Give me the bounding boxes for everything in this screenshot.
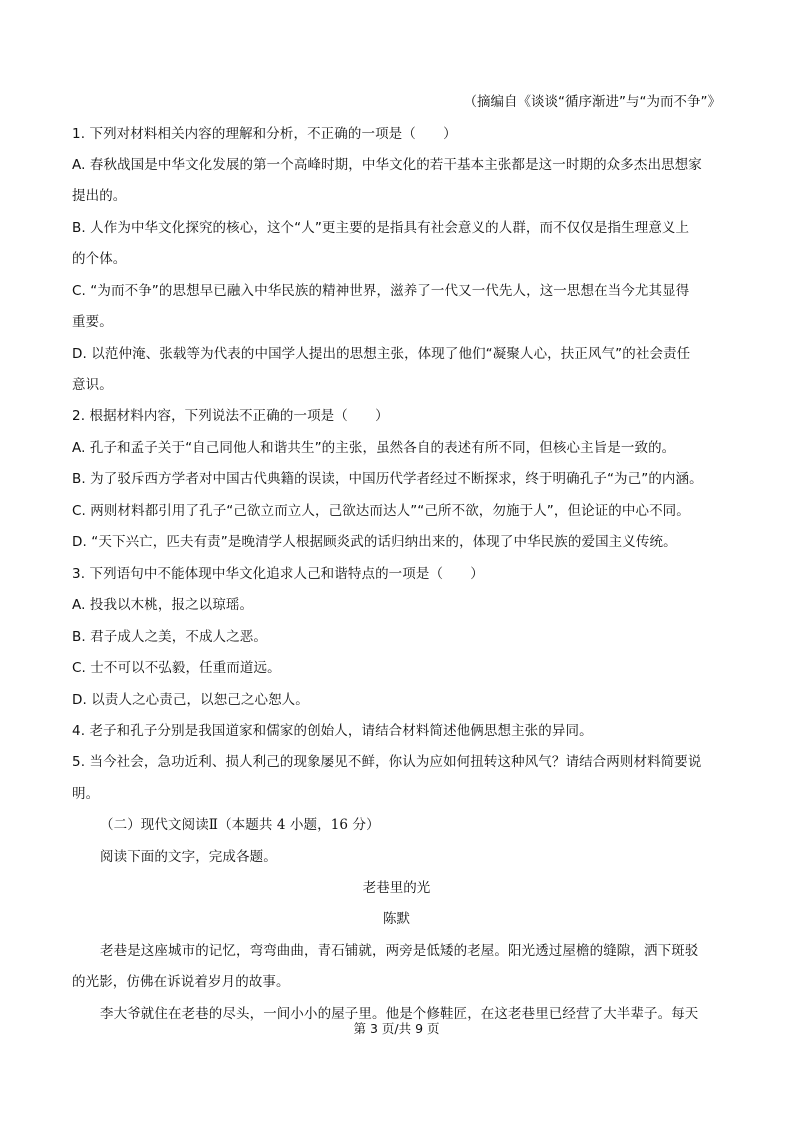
question-2-option-a: A. 孔子和孟子关于“自己同他人和谐共生”的主张，虽然各自的表述有所不同，但核心主旨是一致的。 [72, 440, 676, 456]
story-title: 老巷里的光 [362, 880, 431, 896]
reading-instruction: 阅读下面的文字，完成各题。 [100, 849, 277, 865]
question-2-option-b: B. 为了驳斥西方学者对中国古代典籍的误读，中国历代学者经过不断探求，终于明确孔子“为己”的内涵。 [72, 471, 703, 487]
question-1-option-a-cont: 提出的。 [72, 188, 127, 204]
question-5-cont: 明。 [72, 786, 100, 802]
question-5: 5. 当今社会，急功近利、损人利己的现象屡见不鲜，你认为应如何扭转这种风气？请结合两则材料简要说 [72, 754, 702, 770]
question-2-option-d: D. “天下兴亡，匹夫有责”是晚清学人根据顾炎武的话归纳出来的，体现了中华民族的爱国主义传统。 [72, 534, 677, 550]
story-paragraph-1-cont: 的光影，仿佛在诉说着岁月的故事。 [72, 974, 290, 990]
question-3-option-d: D. 以责人之心责己，以恕己之心恕人。 [72, 692, 309, 708]
source-citation: （摘编自《谈谈“循序渐进”与“为而不争”》 [463, 94, 721, 110]
question-1-option-b: B. 人作为中华文化探究的核心，这个“人”更主要的是指具有社会意义的人群，而不仅仅是指生理意义上 [72, 220, 690, 236]
question-1-stem: 1. 下列对材料相关内容的理解和分析，不正确的一项是（ ） [72, 126, 457, 142]
question-3-option-c: C. 士不可以不弘毅，任重而道远。 [72, 660, 281, 676]
question-1-option-b-cont: 的个体。 [72, 251, 127, 267]
question-3-stem: 3. 下列语句中不能体现中华文化追求人己和谐特点的一项是（ ） [72, 566, 484, 582]
question-1-option-d-cont: 意识。 [72, 377, 113, 393]
question-1-option-c: C. “为而不争”的思想早已融入中华民族的精神世界，滋养了一代又一代先人，这一思想在当今尤其显得 [72, 283, 690, 299]
story-paragraph-2: 李大爷就住在老巷的尽头，一间小小的屋子里。他是个修鞋匠，在这老巷里已经营了大半辈子。每天 [100, 1006, 699, 1022]
question-1-option-d: D. 以范仲淹、张载等为代表的中国学人提出的思想主张，体现了他们“凝聚人心，扶正风气”的社会责任 [72, 346, 691, 362]
question-2-option-c: C. 两则材料都引用了孔子“己欲立而立人，己欲达而达人”“己所不欲，勿施于人”，但论证的中心不同。 [72, 503, 690, 519]
question-1-option-c-cont: 重要。 [72, 314, 113, 330]
story-paragraph-1: 老巷是这座城市的记忆，弯弯曲曲，青石铺就，两旁是低矮的老屋。阳光透过屋檐的缝隙，洒下斑驳 [100, 943, 699, 959]
story-author: 陈默 [383, 911, 410, 927]
question-3-option-a: A. 投我以木桃，报之以琼瑶。 [72, 597, 254, 613]
question-3-option-b: B. 君子成人之美，不成人之恶。 [72, 629, 267, 645]
question-4: 4. 老子和孔子分别是我国道家和儒家的创始人，请结合材料简述他俩思想主张的异同。 [72, 723, 593, 739]
section-heading: （二）现代文阅读Ⅱ（本题共 4 小题，16 分） [100, 817, 380, 833]
question-1-option-a: A. 春秋战国是中华文化发展的第一个高峰时期，中华文化的若干基本主张都是这一时期的众多杰出思想家 [72, 157, 702, 173]
question-2-stem: 2. 根据材料内容，下列说法不正确的一项是（ ） [72, 408, 389, 424]
page-number: 第 3 页/共 9 页 [353, 1021, 440, 1036]
